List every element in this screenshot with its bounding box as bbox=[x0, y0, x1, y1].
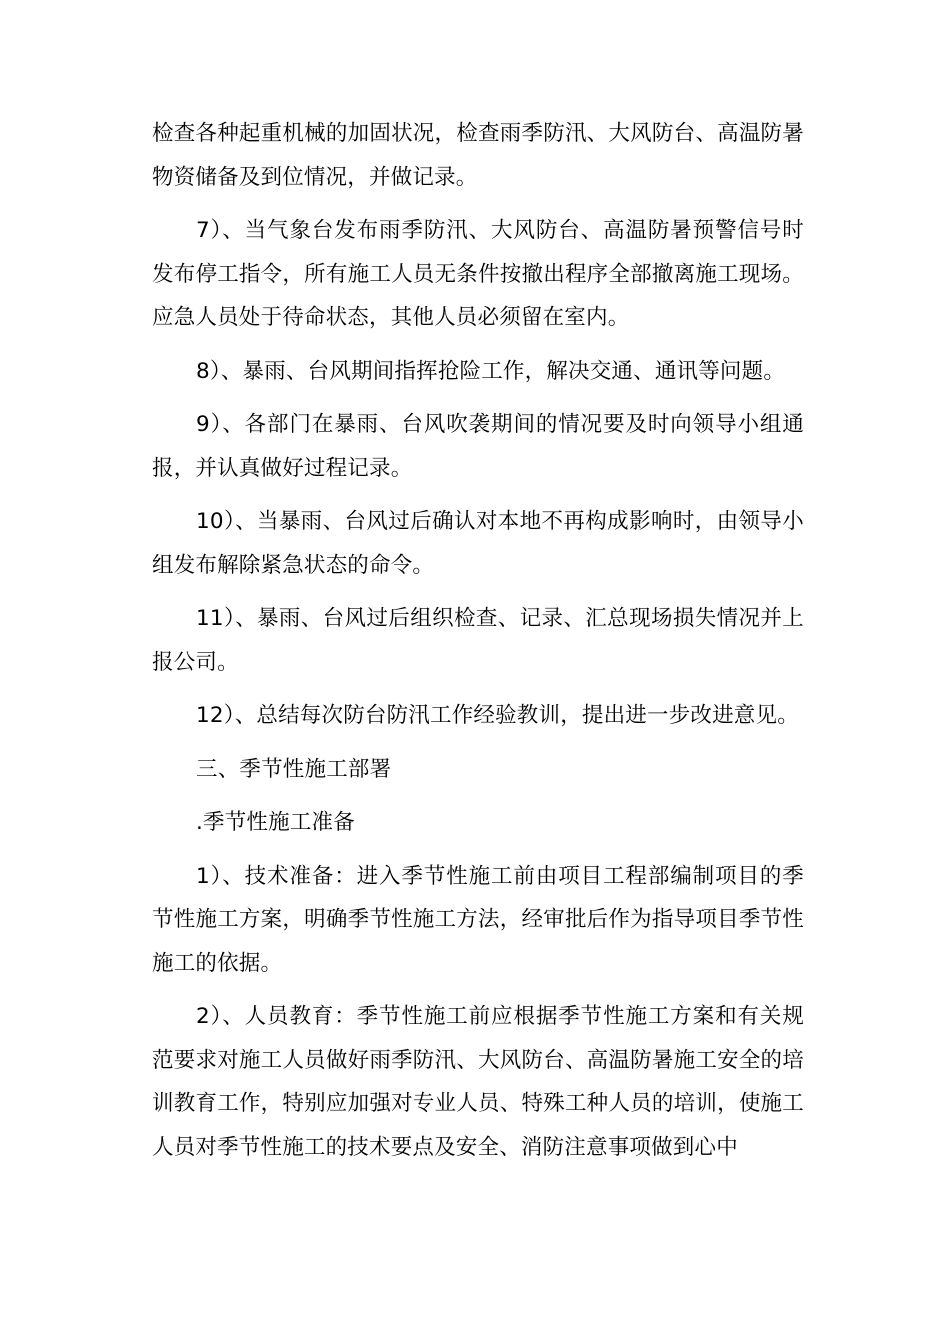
paragraph-item-8: 8）、暴雨、台风期间指挥抢险工作，解决交通、通讯等问题。 bbox=[196, 358, 786, 384]
paragraph-continuation: 检查各种起重机械的加固状况，检查雨季防汛、大风防台、高温防暑物资储备及到位情况，并做记录。 bbox=[152, 121, 804, 190]
paragraph-item-7: 7）、当气象台发布雨季防汛、大风防台、高温防暑预警信号时发布停工指令，所有施工人员无条件按撤出程序全部撤离施工现场。应急人员处于待命状态，其他人员必须留在室内。 bbox=[152, 218, 804, 330]
paragraph-technical-preparation: 1）、技术准备：进入季节性施工前由项目工程部编制项目的季节性施工方案，明确季节性施工方法，经审批后作为指导项目季节性施工的依据。 bbox=[152, 863, 804, 976]
paragraph-item-9: 9）、各部门在暴雨、台风吹袭期间的情况要及时向领导小组通报，并认真做好过程记录。 bbox=[152, 412, 804, 481]
document-body bbox=[152, 112, 804, 1179]
section-heading: 三、季节性施工部署 bbox=[196, 756, 392, 782]
paragraph-item-10: 10）、当暴雨、台风过后确认对本地不再构成影响时，由领导小组发布解除紧急状态的命令。 bbox=[152, 509, 804, 578]
paragraph-personnel-education: 2）、人员教育：季节性施工前应根据季节性施工方案和有关规范要求对施工人员做好雨季防汛、大风防台、高温防暑施工安全的培训教育工作，特别应加强对专业人员、特殊工种人员的培训，使施工人员对季节性施工的技术要点及安全、消防注意事项做到心中 bbox=[152, 1004, 804, 1160]
subsection-heading: .季节性施工准备 bbox=[196, 810, 355, 835]
paragraph-item-11: 11）、暴雨、台风过后组织检查、记录、汇总现场损失情况并上报公司。 bbox=[152, 606, 804, 675]
paragraph-item-12: 12）、总结每次防台防汛工作经验教训，提出进一步改进意见。 bbox=[196, 703, 799, 728]
